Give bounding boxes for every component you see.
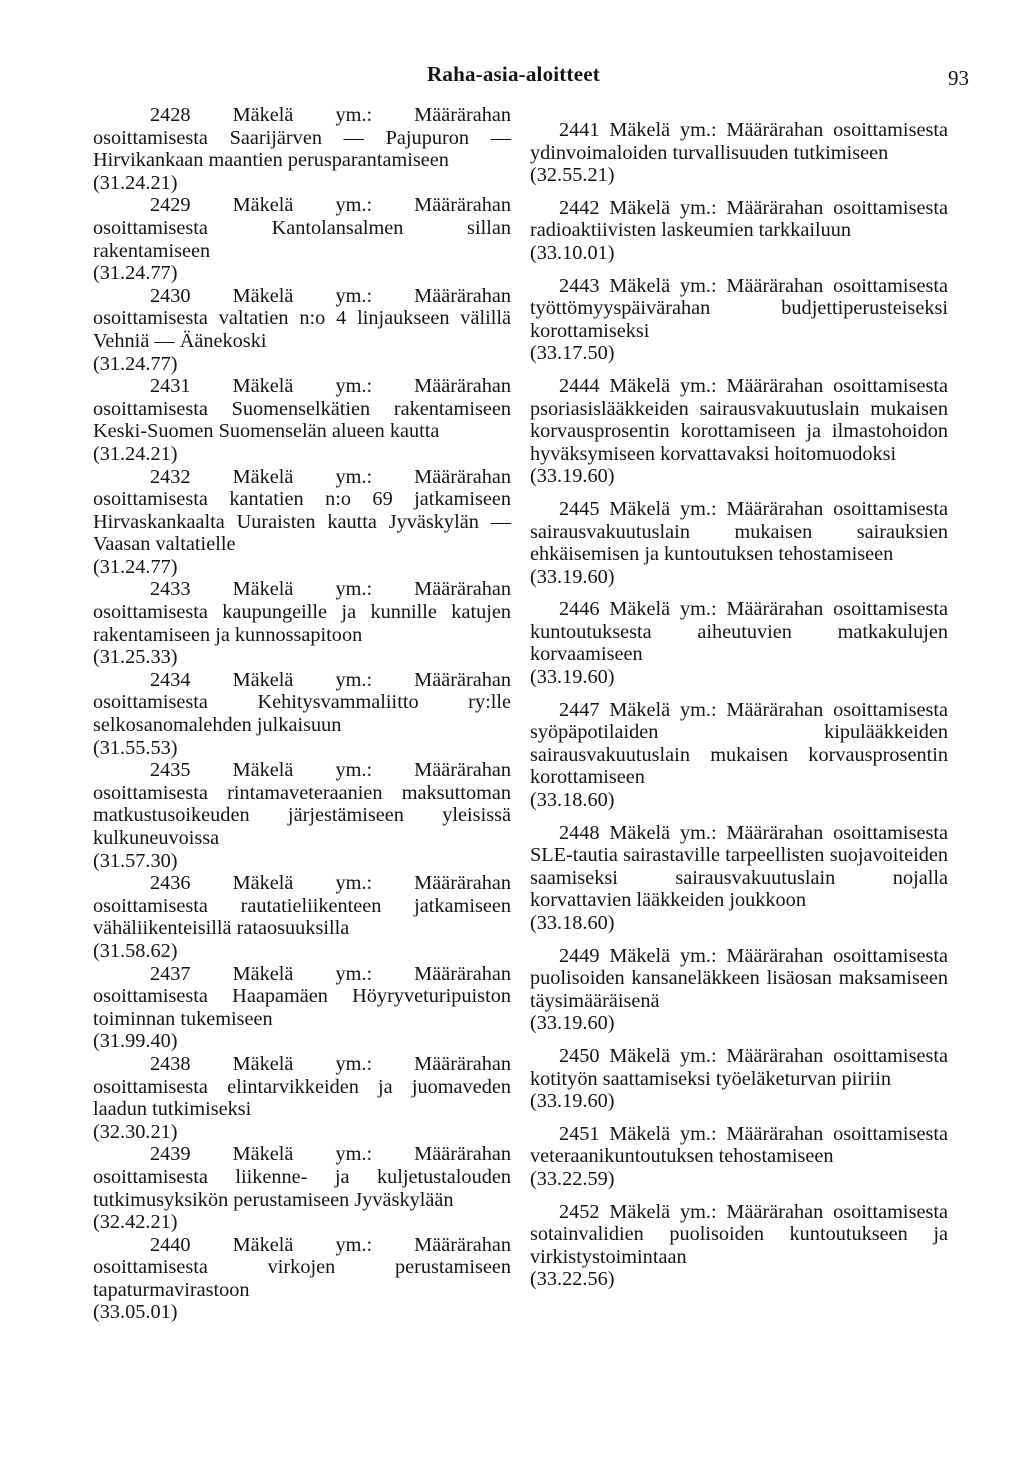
- motion-text: 2431 Mäkelä ym.: Määrärahan osoittamisesta Suomenselkätien rakentamiseen Keski-Suomen Suomenselän alueen kautta: [93, 375, 511, 443]
- motion-entry: [530, 119, 948, 187]
- motion-entry: [93, 759, 511, 872]
- motion-text: 2447 Mäkelä ym.: Määrärahan osoittamisesta syöpäpotilaiden kipulääkkeiden sairausvakuutuslain mukaisen korvausprosentin korottamiseen: [530, 698, 948, 789]
- page-number: 93: [948, 66, 969, 90]
- motion-entry: [530, 375, 948, 488]
- motion-entry: [93, 194, 511, 284]
- motion-text: 2446 Mäkelä ym.: Määrärahan osoittamisesta kuntoutuksesta aiheutuvien matkakulujen korvaamiseen: [530, 598, 948, 666]
- motion-text: 2451 Mäkelä ym.: Määrärahan osoittamisesta veteraanikuntoutuksen tehostamiseen: [530, 1122, 948, 1168]
- motion-text: 2434 Mäkelä ym.: Määrärahan osoittamisesta Kehitysvammaliitto ry:lle selkosanomalehden julkaisuun: [93, 668, 511, 737]
- budget-code: (33.19.60): [530, 1012, 615, 1035]
- budget-code: (33.10.01): [530, 241, 615, 264]
- motion-text: 2436 Mäkelä ym.: Määrärahan osoittamisesta rautatieliikenteen jatkamiseen vähäliikenteisillä rataosuuksilla: [93, 872, 511, 940]
- budget-code: (33.18.60): [530, 912, 615, 934]
- motion-text: 2438 Mäkelä ym.: Määrärahan osoittamisesta elintarvikkeiden ja juomaveden laadun tutkimiseksi: [93, 1052, 511, 1121]
- budget-code: (31.58.62): [93, 939, 178, 962]
- budget-code: (31.24.77): [93, 555, 178, 578]
- motion-entry: [93, 104, 511, 194]
- motion-entry: [530, 699, 948, 812]
- budget-code: (31.24.77): [93, 262, 178, 285]
- budget-code: (31.55.53): [93, 736, 178, 759]
- motion-text: 2433 Mäkelä ym.: Määrärahan osoittamisesta kaupungeille ja kunnille katujen rakentamiseen ja kunnossapitoon: [93, 578, 511, 646]
- motion-entry: [530, 822, 948, 935]
- budget-code: (33.05.01): [93, 1301, 178, 1324]
- motion-entry: [93, 466, 511, 579]
- motion-text: 2452 Mäkelä ym.: Määrärahan osoittamisesta sotainvalidien puolisoiden kuntoutukseen ja virkistystoimintaan: [530, 1200, 948, 1268]
- budget-code: (31.99.40): [93, 1030, 178, 1053]
- motion-entry: [530, 945, 948, 1035]
- motion-entry: [93, 578, 511, 668]
- motion-text: 2439 Mäkelä ym.: Määrärahan osoittamisesta liikenne- ja kuljetustalouden tutkimusyksikön perustamiseen Jyväskylään: [93, 1143, 511, 1211]
- motion-entry: [93, 1053, 511, 1143]
- motion-text: 2442 Mäkelä ym.: Määrärahan osoittamisesta radioaktiivisten laskeumien tarkkailuun: [530, 196, 948, 242]
- motion-text: 2437 Mäkelä ym.: Määrärahan osoittamisesta Haapamäen Höyryveturipuiston toiminnan tukemiseen: [93, 962, 511, 1030]
- budget-code: (32.55.21): [530, 164, 615, 187]
- motion-text: 2450 Mäkelä ym.: Määrärahan osoittamisesta kotityön saattamiseksi työeläketurvan piiriin: [530, 1044, 948, 1090]
- budget-code: (31.24.21): [93, 442, 178, 465]
- budget-code: (32.30.21): [93, 1120, 178, 1143]
- motion-text: 2448 Mäkelä ym.: Määrärahan osoittamisesta SLE-tautia sairastaville tarpeellisten suojavoiteiden saamiseksi sairausvakuutuslain nojalla korvattavien lääkkeiden joukkoon: [530, 821, 948, 912]
- budget-code: (33.22.59): [530, 1167, 615, 1190]
- motion-entry: [93, 872, 511, 962]
- motion-entry: [530, 498, 948, 588]
- motion-text: 2435 Mäkelä ym.: Määrärahan osoittamisesta rintamaveteraanien maksuttoman matkustusoikeuden järjestämiseen yleisissä kulkuneuvoissa: [93, 759, 511, 849]
- budget-code: (33.17.50): [530, 342, 615, 365]
- left-column: [93, 104, 511, 1324]
- running-head: Raha-asia-aloitteet: [427, 62, 600, 86]
- motion-entry: [93, 1143, 511, 1233]
- budget-code: (33.19.60): [530, 1090, 615, 1113]
- motion-entry: [93, 1234, 511, 1324]
- budget-code: (32.42.21): [93, 1211, 178, 1234]
- motion-entry: [530, 598, 948, 688]
- budget-code: (31.57.30): [93, 849, 178, 872]
- budget-code: (33.18.60): [530, 789, 615, 812]
- budget-code: (33.19.60): [530, 465, 615, 488]
- motion-text: 2444 Mäkelä ym.: Määrärahan osoittamisesta psoriasislääkkeiden sairausvakuutuslain mukaisen korvausprosentin korottamiseen ja ilmastohoidon hyväksymiseen korvattavaksi hoitomuodoksi: [530, 374, 948, 465]
- budget-code: (33.22.56): [530, 1268, 615, 1291]
- budget-code: (31.25.33): [93, 646, 178, 669]
- motion-entry: [93, 285, 511, 375]
- right-column: [530, 119, 948, 1301]
- budget-code: (31.24.77): [93, 352, 178, 375]
- motion-text: 2441 Mäkelä ym.: Määrärahan osoittamisesta ydinvoimaloiden turvallisuuden tutkimiseen: [530, 119, 948, 164]
- motion-text: 2443 Mäkelä ym.: Määrärahan osoittamisesta työttömyyspäivärahan budjettiperusteiseksi korottamiseksi: [530, 274, 948, 342]
- motion-entry: [530, 1123, 948, 1191]
- motion-entry: [93, 669, 511, 759]
- motion-text: 2430 Mäkelä ym.: Määrärahan osoittamisesta valtatien n:o 4 linjaukseen välillä Vehniä — Äänekoski: [93, 284, 511, 352]
- motion-entry: [530, 1201, 948, 1291]
- motion-text: 2429 Mäkelä ym.: Määrärahan osoittamisesta Kantolansalmen sillan rakentamiseen: [93, 194, 511, 262]
- motion-text: 2445 Mäkelä ym.: Määrärahan osoittamisesta sairausvakuutuslain mukaisen sairauksien ehkäisemisen ja kuntoutuksen tehostamiseen: [530, 497, 948, 566]
- budget-code: (33.19.60): [530, 565, 615, 588]
- budget-code: (31.24.21): [93, 171, 178, 194]
- motion-text: 2428 Mäkelä ym.: Määrärahan osoittamisesta Saarijärven — Pajupuron — Hirvikankaan maantien perusparantamiseen: [93, 104, 511, 172]
- motion-text: 2432 Mäkelä ym.: Määrärahan osoittamisesta kantatien n:o 69 jatkamiseen Hirvaskankaalta Uuraisten kautta Jyväskylän — Vaasan valtatielle: [93, 465, 511, 556]
- motion-entry: [93, 963, 511, 1053]
- motion-text: 2449 Mäkelä ym.: Määrärahan osoittamisesta puolisoiden kansaneläkkeen lisäosan maksamiseen täysimääräisenä: [530, 944, 948, 1012]
- motion-entry: [530, 197, 948, 265]
- motion-entry: [530, 275, 948, 365]
- motion-entry: [93, 375, 511, 465]
- motion-entry: [530, 1045, 948, 1113]
- budget-code: (33.19.60): [530, 666, 615, 689]
- motion-text: 2440 Mäkelä ym.: Määrärahan osoittamisesta virkojen perustamiseen tapaturmavirastoon: [93, 1233, 511, 1301]
